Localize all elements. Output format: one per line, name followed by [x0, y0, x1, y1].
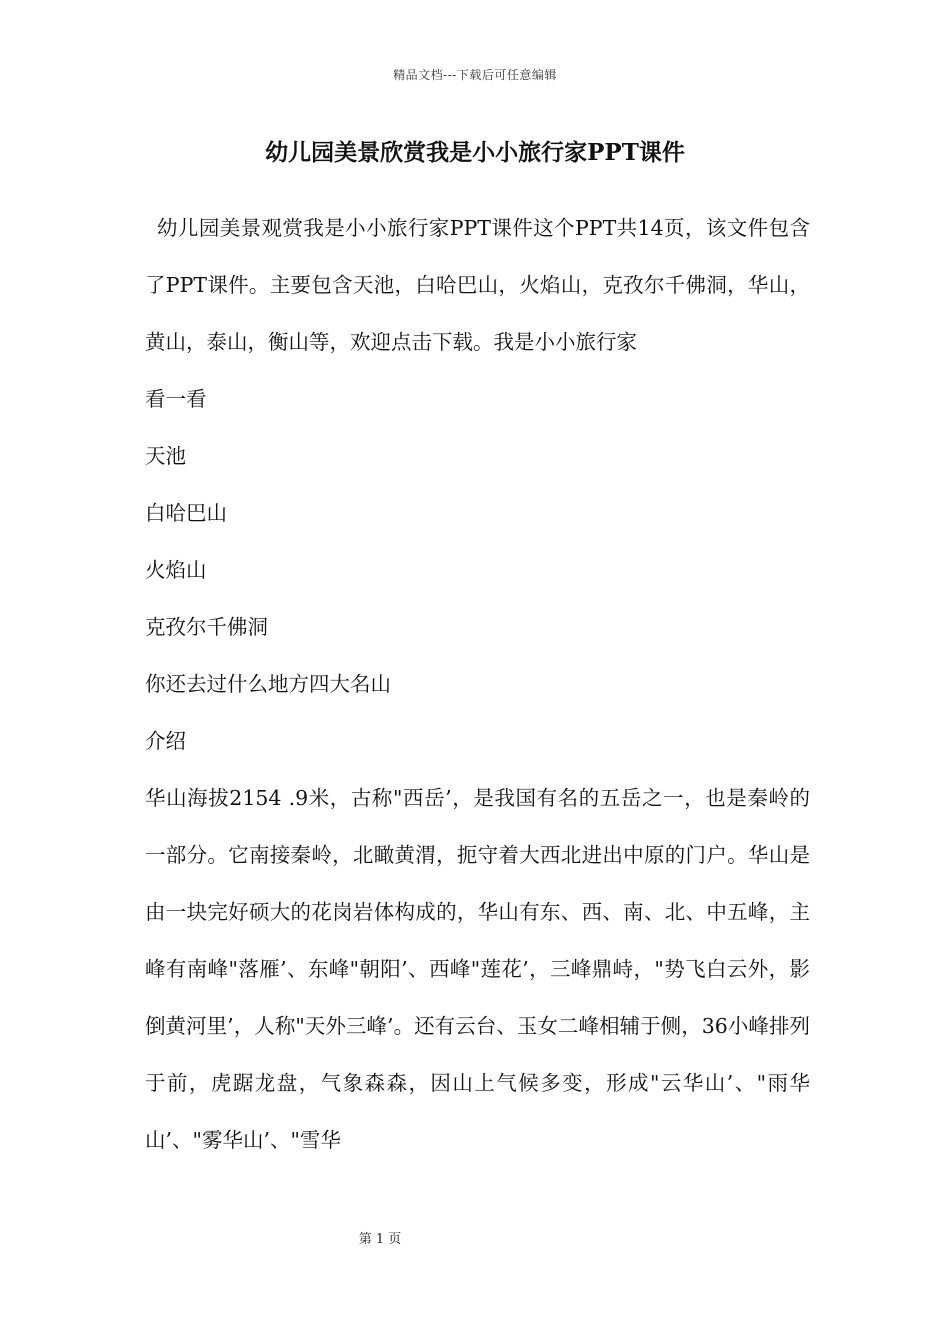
- intro-paragraph: 幼儿园美景观赏我是小小旅行家PPT课件这个PPT共14页，该文件包含了PPT课件。主要包含天池，白哈巴山，火焰山，克孜尔千佛洞，华山，黄山，泰山，衡山等，欢迎点击下载。我是小小旅行家: [145, 216, 810, 354]
- document-title: 幼儿园美景欣赏我是小小旅行家PPT课件: [265, 139, 685, 166]
- line-kezier-qianfodong: 克孜尔千佛洞: [145, 615, 268, 639]
- line-tianchi: 天池: [145, 444, 186, 468]
- page-number: 第 1 页: [358, 1232, 402, 1247]
- line-baihabashan: 白哈巴山: [145, 501, 227, 525]
- line-four-mountains: 你还去过什么地方四大名山: [145, 672, 391, 696]
- line-kanyikan: 看一看: [145, 387, 207, 411]
- document-header-note: 精品文档---下载后可任意编辑: [393, 68, 557, 82]
- huashan-paragraph: 华山海拔2154 .9米，古称"西岳’，是我国有名的五岳之一，也是秦岭的一部分。它南接秦岭，北瞰黄渭，扼守着大西北进出中原的门户。华山是由一块完好硕大的花岗岩体构成的，华山有东、西、南、北、中五峰，主峰有南峰"落雁’、东峰"朝阳’、西峰"莲花’，三峰鼎峙，"势飞白云外，影倒黄河里’，人称"天外三峰’。还有云台、玉女二峰相辅于侧，36小峰排列于前，虎踞龙盘，气象森森，因山上气候多变，形成"云华山’、"雨华山’、"雾华山’、"雪华: [145, 786, 810, 1152]
- line-jieshao: 介绍: [145, 729, 186, 753]
- line-huoyanshan: 火焰山: [145, 558, 207, 582]
- document-body: [145, 200, 810, 1169]
